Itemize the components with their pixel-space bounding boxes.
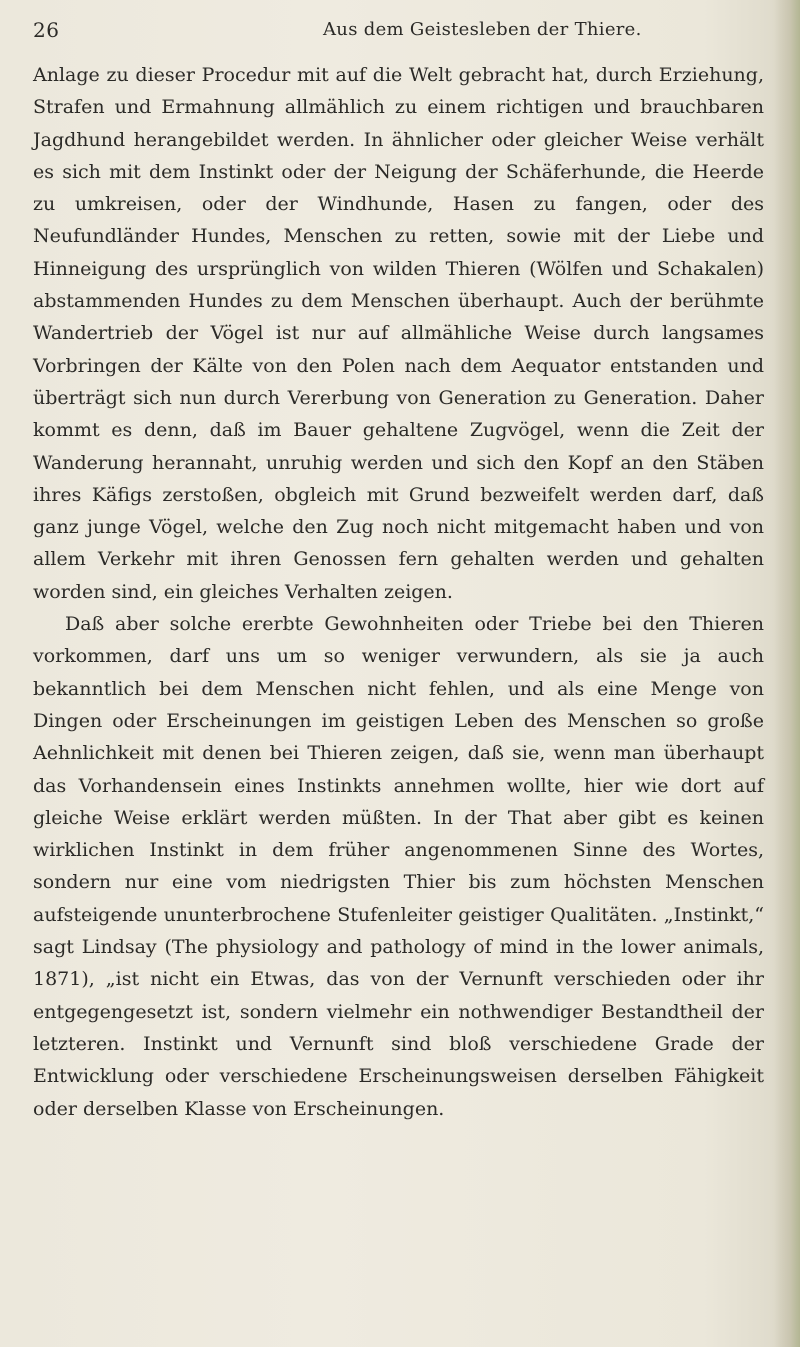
page-number: 26 — [33, 18, 60, 42]
paragraph-2: Daß aber solche ererbte Gewohnheiten oder Triebe bei den Thieren vorkommen, darf uns um so weniger verwundern, als sie ja auch bekanntlich bei dem Menschen nicht fehlen, und als eine Menge von Dingen oder Erscheinungen im geistigen Leben des Menschen so große Aehnlichkeit mit denen bei Thieren zeigen, daß sie, wenn man überhaupt das Vorhandensein eines Instinkts annehmen wollte, hier wie dort auf gleiche Weise erklärt werden müßten. In der That aber gibt es keinen wirklichen Instinkt in dem früher angenommenen Sinne des Wortes, sondern nur eine vom niedrigsten Thier bis zum höchsten Menschen aufsteigende ununterbrochene Stufenleiter geistiger Qualitäten. „Instinkt,“ sagt Lindsay (The physiology and pathology of mind in the lower animals, 1871), „ist nicht ein Etwas, das von der Vernunft verschieden oder ihr entgegengesetzt ist, sondern vielmehr ein nothwendiger Bestandtheil der letzteren. Instinkt und Vernunft sind bloß verschiedene Grade der Entwicklung oder verschiedene Erscheinungsweisen derselben Fähigkeit oder derselben Klasse von Erscheinungen. — [33, 613, 764, 1120]
paragraph-1: Anlage zu dieser Procedur mit auf die Welt gebracht hat, durch Erziehung, Strafen und Ermahnung allmählich zu einem richtigen und brauchbaren Jagdhund herangebildet werden. In ähnlicher oder gleicher Weise verhält es sich mit dem Instinkt oder der Neigung der Schäferhunde, die Heerde zu umkreisen, oder der Windhunde, Hasen zu fangen, oder des Neufundländer Hundes, Menschen zu retten, sowie mit der Liebe und Hinneigung des ursprünglich von wilden Thieren (Wölfen und Schakalen) abstammenden Hundes zu dem Menschen überhaupt. Auch der berühmte Wandertrieb der Vögel ist nur auf allmähliche Weise durch langsames Vorbringen der Kälte von den Polen nach dem Aequator entstanden und überträgt sich nun durch Vererbung von Generation zu Generation. Daher kommt es denn, daß im Bauer gehaltene Zugvögel, wenn die Zeit der Wanderung herannaht, unruhig werden und sich den Kopf an den Stäben ihres Käfigs zerstoßen, obgleich mit Grund bezweifelt werden darf, daß ganz junge Vögel, welche den Zug noch nicht mitgemacht haben und von allem Verkehr mit ihren Genossen fern gehalten werden und gehalten worden sind, ein gleiches Verhalten zeigen. — [33, 64, 764, 603]
page-edge-shadow — [774, 0, 800, 1347]
running-head: Aus dem Geistesleben der Thiere. — [323, 19, 642, 40]
body-text — [33, 59, 764, 1319]
page-header — [33, 18, 763, 48]
